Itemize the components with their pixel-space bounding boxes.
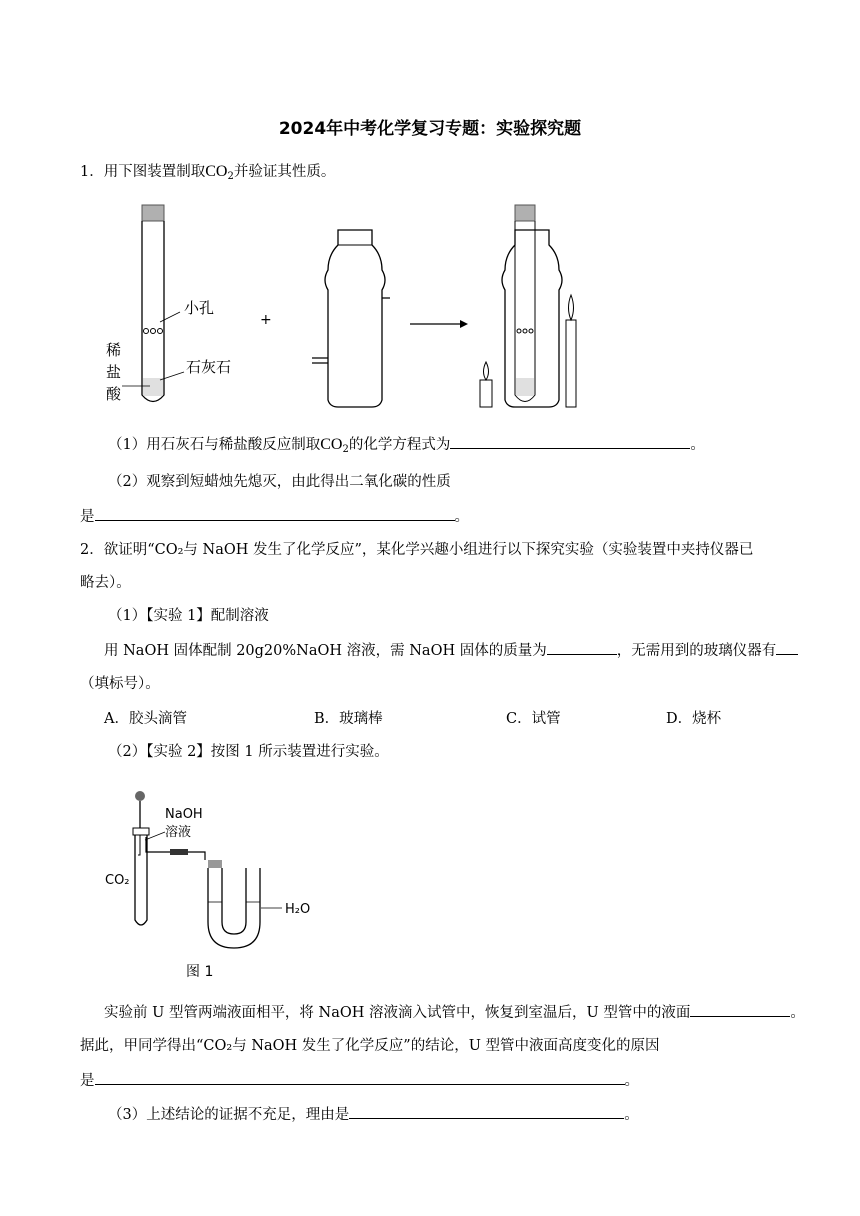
test-tube: [135, 835, 147, 925]
q2-stem-line1: 2．欲证明“CO₂与 NaOH 发生了化学反应”，某化学兴趣小组进行以下探究实验（实验装置中夹持仪器已: [80, 542, 754, 558]
bottle: [325, 230, 385, 407]
answer-blank[interactable]: [95, 1070, 625, 1085]
q2-part2-text-c: 是 。: [80, 1070, 639, 1091]
u-tube: [208, 868, 260, 948]
answer-blank[interactable]: [95, 506, 455, 521]
tube-cap: [142, 205, 164, 221]
label-acid-2: 盐: [106, 363, 122, 381]
q2-part2-heading: （2）【实验 2】按图 1 所示装置进行实验。: [108, 744, 389, 760]
label-co2: CO₂: [105, 873, 130, 888]
label-acid-1: 稀: [106, 341, 122, 359]
answer-blank[interactable]: [349, 1104, 624, 1119]
label-limestone: 石灰石: [186, 358, 232, 376]
answer-blank[interactable]: [450, 434, 690, 449]
test-tube: [142, 221, 164, 402]
q2-part1-note: （填标号）。: [80, 676, 160, 692]
option-c: C．试管: [506, 711, 561, 727]
label-hole: 小孔: [184, 299, 215, 317]
q2-part2-text-a: 实验前 U 型管两端液面相平，将 NaOH 溶液滴入试管中，恢复到室温后，U 型管中的液面 。: [104, 1002, 805, 1023]
q2-part2-text-b: 据此，甲同学得出“CO₂与 NaOH 发生了化学反应”的结论，U 型管中液面高度变化的原因: [80, 1038, 660, 1054]
option-d: D．烧杯: [666, 711, 722, 727]
q1-part1: （1）用石灰石与稀盐酸反应制取$CO_2$的化学方程式为 。: [108, 436, 705, 455]
option-a: A．胶头滴管: [104, 711, 187, 727]
answer-blank[interactable]: [776, 640, 798, 655]
option-b: B．玻璃棒: [314, 711, 383, 727]
q1-part2-line1: （2）观察到短蜡烛先熄灭，由此得出二氧化碳的性质: [108, 474, 451, 490]
label-acid-3: 酸: [106, 385, 122, 403]
label-solution: 溶液: [165, 825, 192, 840]
answer-blank[interactable]: [547, 640, 617, 655]
answer-blank[interactable]: [690, 1002, 790, 1017]
short-candle: [480, 380, 492, 407]
plus-sign: +: [260, 312, 272, 328]
q2-part1-text: 用 NaOH 固体配制 20g20%NaOH 溶液，需 NaOH 固体的质量为 ，无需用到的玻璃仪器有: [104, 640, 798, 661]
q2-part3: （3）上述结论的证据不充足，理由是 。: [108, 1104, 639, 1125]
q1-part2-line2: 是 。: [80, 506, 469, 527]
q2-part1-heading: （1）【实验 1】配制溶液: [108, 608, 269, 624]
label-naoh: NaOH: [165, 807, 203, 822]
label-h2o: H₂O: [285, 902, 311, 917]
dropper-bulb: [135, 791, 145, 801]
page-title: 2024年中考化学复习专题：实验探究题: [278, 119, 582, 139]
q1-apparatus-figure: [100, 200, 600, 415]
q2-stem-line2: 略去）。: [80, 575, 131, 591]
figure-1: [100, 780, 330, 985]
figure-caption: 图 1: [186, 964, 214, 980]
q1-stem: 1．用下图装置制取$CO_2$并验证其性质。: [80, 163, 336, 182]
tall-candle: [566, 320, 576, 407]
